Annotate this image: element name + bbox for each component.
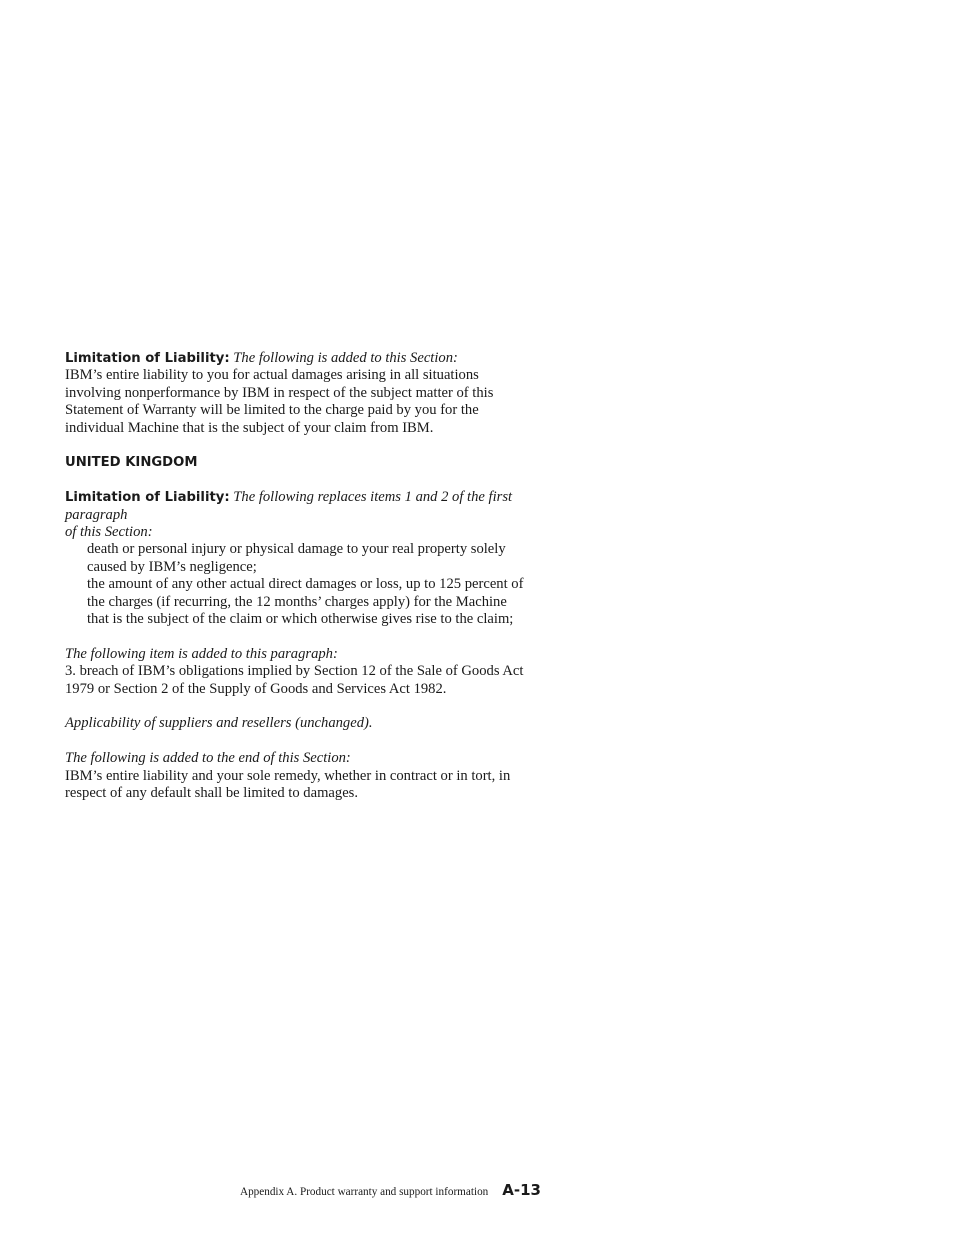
- added-item-intro: The following item is added to this paragraph:: [65, 645, 338, 662]
- section-intro-continued: of this Section:: [65, 524, 153, 541]
- paragraph-line: 3. breach of IBM’s obligations implied by Section 12 of the Sale of Goods Act: [65, 663, 524, 680]
- end-intro: The following is added to the end of this Section:: [65, 750, 351, 767]
- paragraph-line: IBM’s entire liability to you for actual damages arising in all situations: [65, 367, 479, 384]
- country-heading: UNITED KINGDOM: [65, 455, 198, 471]
- limitation-liability-intro: [65, 350, 575, 367]
- section-intro: The following replaces items 1 and 2 of the first paragraph: [65, 489, 513, 523]
- paragraph-line: involving nonperformance by IBM in respect of the subject matter of this: [65, 384, 494, 401]
- page-footer: [240, 1181, 575, 1200]
- paragraph-line: 1979 or Section 2 of the Supply of Goods and Services Act 1982.: [65, 680, 447, 697]
- section-intro: The following is added to this Section:: [233, 350, 458, 366]
- list-item-line: the charges (if recurring, the 12 months’ charges apply) for the Machine: [87, 593, 507, 610]
- paragraph-line: respect of any default shall be limited to damages.: [65, 785, 358, 802]
- paragraph-line: Statement of Warranty will be limited to the charge paid by you for the: [65, 402, 479, 419]
- list-item-line: the amount of any other actual direct damages or loss, up to 125 percent of: [87, 576, 524, 593]
- list-item-line: caused by IBM’s negligence;: [87, 558, 257, 575]
- applicability-note: Applicability of suppliers and resellers (unchanged).: [65, 715, 373, 732]
- footer-title: Appendix A. Product warranty and support information: [240, 1186, 489, 1198]
- list-item-line: that is the subject of the claim or which otherwise gives rise to the claim;: [87, 611, 514, 628]
- document-body: [65, 350, 575, 802]
- paragraph-line: individual Machine that is the subject of your claim from IBM.: [65, 419, 434, 436]
- paragraph-line: IBM’s entire liability and your sole remedy, whether in contract or in tort, in: [65, 767, 511, 784]
- page-number: A-13: [502, 1181, 541, 1199]
- section-label: Limitation of Liability:: [65, 490, 230, 506]
- list-item-line: death or personal injury or physical damage to your real property solely: [87, 541, 506, 558]
- uk-limitation-intro: [65, 489, 575, 524]
- section-label: Limitation of Liability:: [65, 351, 230, 366]
